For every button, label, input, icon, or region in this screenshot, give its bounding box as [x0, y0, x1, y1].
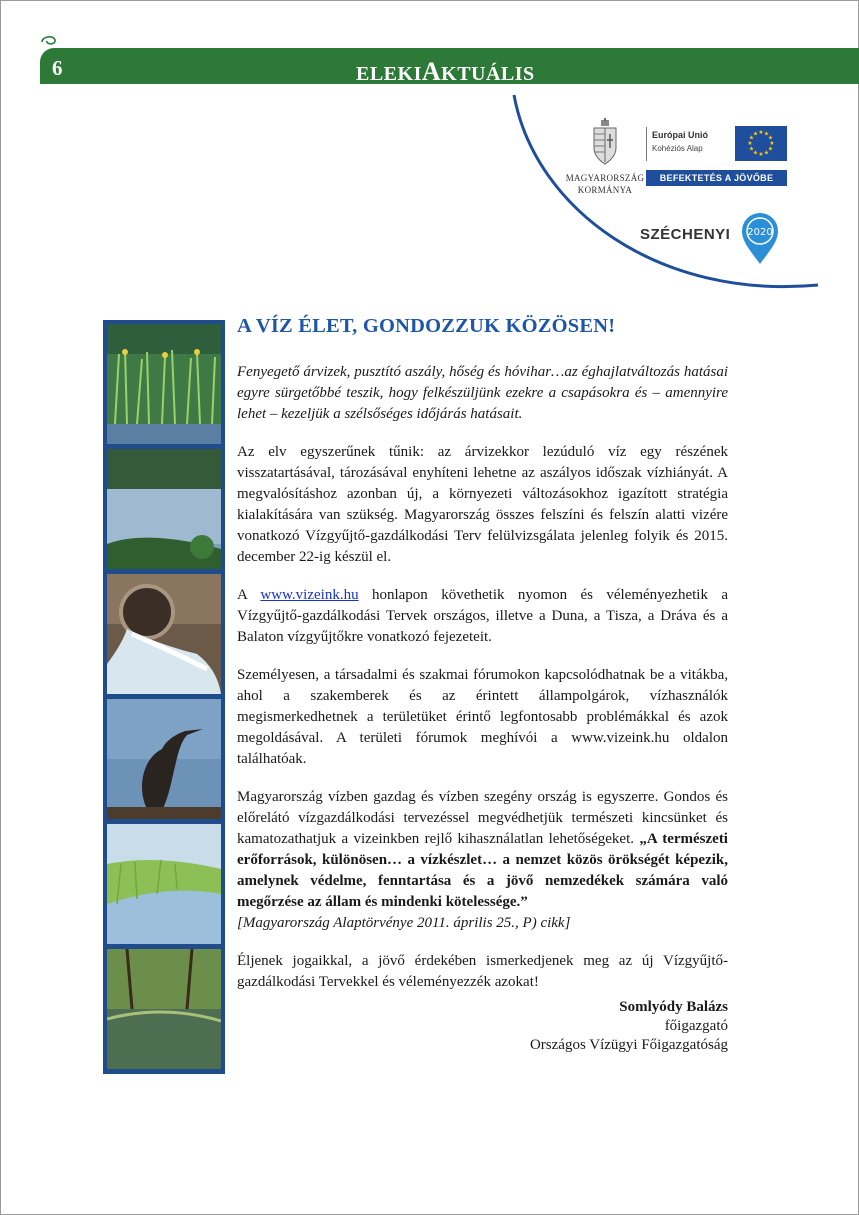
lake-grass-photo: [107, 824, 221, 944]
page-number: 6: [52, 56, 63, 80]
svg-text:★: ★: [747, 140, 753, 147]
article: [237, 315, 728, 1055]
szechenyi-pin-icon: [740, 212, 780, 266]
paragraph-1: Az elv egyszerűnek tűnik: az árvizekkor lezúduló víz egy részének visszatartásával, tározásával enyhíteni lehetne az aszályos időszak vízhiányát. A megvalósításhoz azonban új, a környezeti változásokhoz igazított stratégia kialakítására van szükség. Magyarország összes felszíni és felszín alatti vizére vonatkozó Vízgyűjtő-gazdálkodási Terv felülvizsgálata jelenleg folyik és 2015. december 22-ig készül el.: [237, 444, 728, 565]
photo-strip: [103, 320, 225, 1074]
svg-text:★: ★: [763, 130, 770, 138]
paragraph-4-text: Magyarország vízben gazdag és vízben szegény ország is egyszerre. Gondos és előrelátó vízgazdálkodási tervezéssel megvédhetjük természeti kincsünket és kamatozathatjuk a vizeinkben rejlő kihasználatlan lehetőségeket.: [237, 789, 728, 847]
cormorant-photo: [107, 699, 221, 819]
svg-text:★: ★: [752, 149, 759, 157]
constitution-citation: [Magyarország Alaptörvénye 2011. április 25., P) cikk]: [237, 915, 571, 931]
government-line2: KORMÁNYA: [577, 185, 633, 195]
paragraph-2-rest: honlapon követhetik nyomon és véleményezhetik a Vízgyűjtő-gazdálkodási Tervek országos, illetve a Duna, a Tisza, a Dráva és a Balaton vízgyűjtőkre vonatkozó fejezeteit.: [237, 587, 728, 645]
government-line1: MAGYARORSZÁG: [565, 173, 645, 183]
eu-divider: [646, 127, 647, 161]
paragraph-4: [237, 787, 728, 934]
title-prefix: ELEKI: [356, 63, 422, 85]
svg-text:★: ★: [748, 134, 755, 142]
signature-name: Somlyódy Balázs: [619, 999, 728, 1015]
title-capital: A: [421, 57, 442, 86]
paragraph-5: Éljenek jogaikkal, a jövő érdekében ismerkedjenek meg az új Vízgyűjtő-gazdálkodási Tervekkel és véleményezzék azokat!: [237, 953, 728, 990]
paragraph-2-start: A: [237, 587, 261, 603]
invest-banner: BEFEKTETÉS A JÖVŐBE: [646, 170, 787, 186]
szechenyi-year: 2020: [747, 227, 773, 238]
river-photo: [107, 449, 221, 569]
vizeink-link[interactable]: www.vizeink.hu: [260, 587, 359, 603]
constitution-quote: „A természeti erőforrások, különösen… a vízkészlet… a nemzet közös örökségét képezik, amelynek védelme, fenntartása és a jövő nemzedékek számára való megőrzése az állam és mindenki kötelessége.”: [237, 831, 728, 910]
svg-text:★: ★: [758, 151, 764, 158]
title-rest: KTUÁLIS: [441, 63, 535, 85]
signature: [237, 998, 728, 1055]
article-headline: A VÍZ ÉLET, GONDOZZUK KÖZÖSEN!: [237, 315, 616, 337]
eu-subtitle: Kohéziós Alap: [652, 144, 703, 153]
eu-title: Európai Unió: [652, 130, 708, 140]
government-logo: [560, 118, 650, 195]
coat-of-arms-icon: [590, 118, 620, 166]
drain-pipe-photo: [107, 574, 221, 694]
signature-role: főigazgató: [664, 1018, 728, 1034]
svg-text:★: ★: [763, 149, 770, 157]
magazine-title: [356, 57, 535, 87]
signature-org: Országos Vízügyi Főigazgatóság: [529, 1037, 728, 1053]
szechenyi-label: SZÉCHENYI: [640, 226, 731, 243]
svg-text:★: ★: [767, 145, 774, 153]
forest-water-photo: [107, 949, 221, 1069]
reeds-photo: [107, 324, 221, 444]
svg-text:★: ★: [769, 140, 775, 147]
svg-text:★: ★: [767, 134, 774, 142]
svg-text:★: ★: [758, 129, 764, 136]
article-lead: Fenyegető árvizek, pusztító aszály, hőség és hóvihar…az éghajlatváltozás hatásai egyre sürgetőbbé teszik, hogy felkészüljünk ezekre a csapásokra és – amennyire lehet – kezeljük a szélsőséges időjárás hatásait.: [237, 364, 728, 422]
paragraph-2: [237, 585, 728, 648]
swirl-icon: [40, 33, 58, 47]
eu-flag-icon: [735, 126, 787, 161]
paragraph-3: Személyesen, a társadalmi és szakmai fórumokon kapcsolódhatnak be a vitákba, ahol a szakemberek és az érintett állampolgárok, vízhasználók megismerkedhetnek a területüket érintő legfontosabb problémákkal és azok megoldásával. A területi fórumok meghívói a www.vizeink.hu oldalon találhatóak.: [237, 667, 728, 767]
svg-text:★: ★: [752, 130, 759, 138]
svg-text:★: ★: [748, 145, 755, 153]
